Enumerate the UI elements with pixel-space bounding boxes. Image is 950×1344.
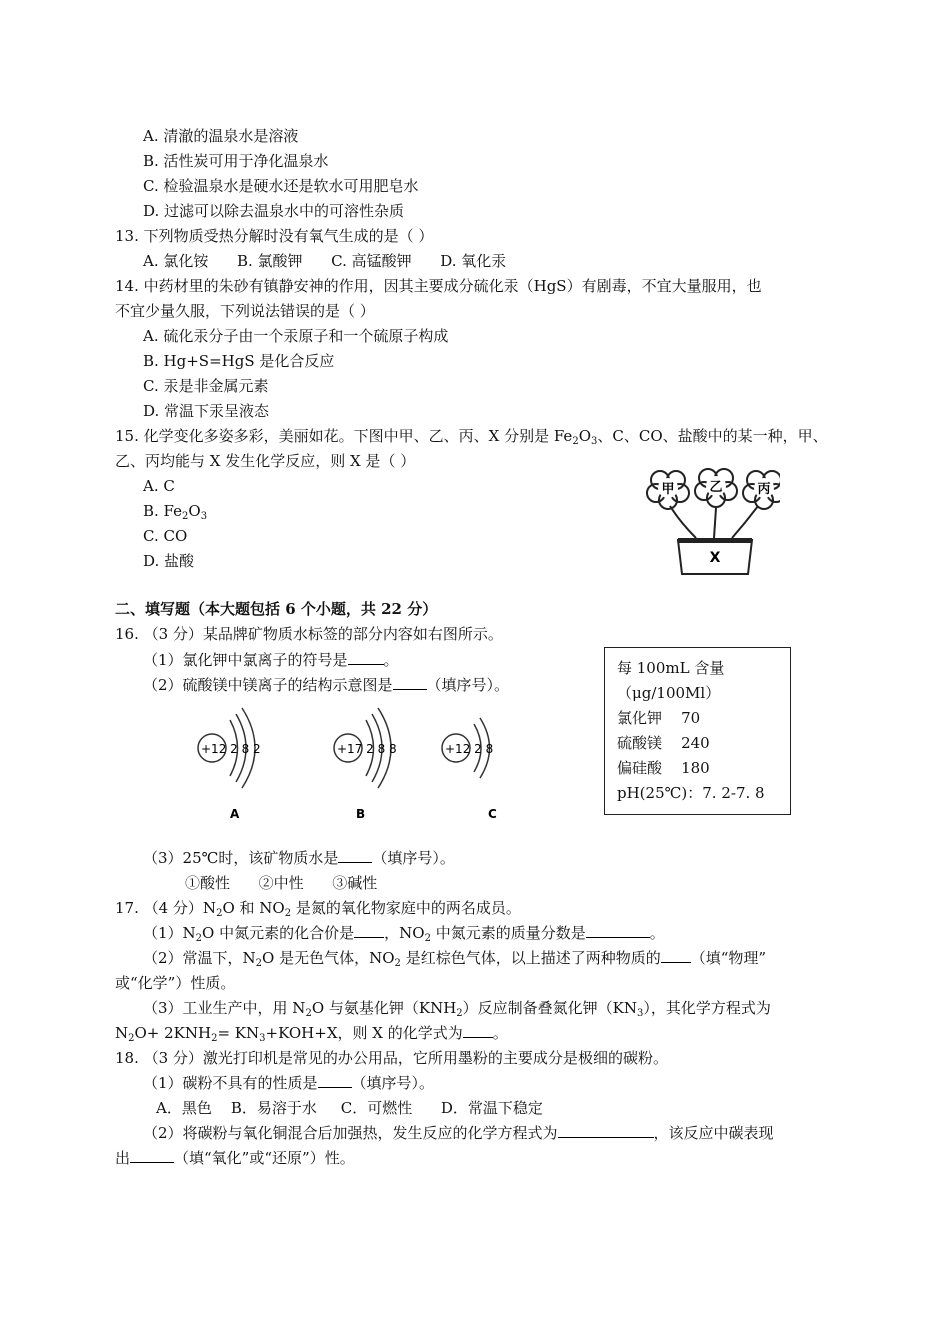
q15-stem-line1: 15. 化学变化多姿多彩，美丽如花。下图中甲、乙、丙、X 分别是 $Fe_2O_3$、C、CO、盐酸中的某一种，甲、 [115, 427, 828, 447]
q17-equation: $N_2O+ 2KNH_2= KN_3+KOH+X$，则 X 的化学式为 。 [115, 1024, 508, 1044]
q14-stem-line1: 14. 中药材里的朱砂有镇静安神的作用，因其主要成分硫化汞（HgS）有剧毒，不宜大量服用，也 [115, 277, 762, 295]
q15-option-a: A. C [143, 477, 175, 495]
q14-option-d: D. 常温下汞呈液态 [143, 402, 270, 420]
q17-part2: （2）常温下，$N_2O$ 是无色气体，$NO_2$ 是红棕色气体，以上描述了两种物质的 （填“物理” [143, 949, 767, 969]
diagram-a-label: A [230, 807, 240, 821]
flower-bing-label: 丙 [757, 482, 771, 497]
q13-options: A. 氯化铵 B. 氯酸钾 C. 高锰酸钾 D. 氧化汞 [143, 252, 507, 270]
q15-option-d: D. 盐酸 [143, 552, 195, 570]
answer-blank[interactable] [661, 948, 691, 963]
q15-stem-line2: 乙、丙均能与 X 发生化学反应，则 X 是（ ） [115, 452, 416, 470]
q13-stem: 13. 下列物质受热分解时没有氧气生成的是（ ） [115, 227, 434, 245]
diagram-b-content: +17 2 8 8 [337, 742, 397, 756]
q14-stem-line2: 不宜少量久服，下列说法错误的是（ ） [115, 302, 375, 320]
q15-option-b: B. $Fe_2O_3$ [143, 502, 208, 522]
q12-option-b: B. 活性炭可用于净化温泉水 [143, 152, 329, 170]
q12-option-c: C. 检验温泉水是硬水还是软水可用肥皂水 [143, 177, 419, 195]
answer-blank[interactable] [558, 1123, 654, 1138]
q17-part3: （3）工业生产中，用 $N_2O$ 与氨基化钾$(KNH_2)$反应制备叠氮化钾$(KN_3)$，其化学方程式为 [143, 999, 771, 1019]
diagram-c-content: +12 2 8 [445, 742, 494, 756]
label-header: 每 100mL 含量 [617, 659, 725, 677]
stem-left [670, 506, 696, 538]
diagram-a-content: +12 2 8 2 [201, 742, 261, 756]
flower-yi-label: 乙 [709, 480, 723, 495]
q17-stem: 17. （4 分）$N_2O$ 和 $NO_2$ 是氮的氧化物家庭中的两名成员。 [115, 899, 521, 919]
label-ph: pH(25℃)：7. 2-7. 8 [617, 784, 765, 802]
flower-jia-label: 甲 [661, 482, 675, 497]
ion-structure-diagrams [190, 700, 540, 830]
pot-label: X [709, 550, 721, 566]
section-2-title: 二、填写题（本大题包括 6 个小题，共 22 分） [115, 600, 438, 618]
answer-blank[interactable] [338, 848, 372, 863]
answer-blank[interactable] [318, 1073, 352, 1088]
label-row: 硫酸镁 240 [617, 734, 710, 752]
q17-part1: $(1)N_2O$ 中氮元素的化合价是 ，$NO_2$ 中氮元素的质量分数是 。 [143, 924, 665, 944]
q14-option-b: B. Hg+S=HgS 是化合反应 [143, 352, 335, 370]
label-row: 偏硅酸 180 [617, 759, 710, 777]
answer-blank[interactable] [348, 650, 384, 665]
q15-option-c: C. CO [143, 527, 188, 545]
q17-part2-line2: 或“化学”）性质。 [115, 974, 236, 992]
q16-part1: （1）氯化钾中氯离子的符号是 。 [143, 651, 399, 669]
answer-blank[interactable] [354, 923, 384, 938]
answer-blank[interactable] [393, 675, 427, 690]
diagram-b-label: B [356, 807, 366, 821]
diagram-c-label: C [488, 807, 497, 821]
q12-option-a: A. 清澈的温泉水是溶液 [143, 127, 299, 145]
q18-part1: （1）碳粉不具有的性质是 （填序号）。 [143, 1074, 435, 1092]
flower-pot-figure [640, 462, 780, 580]
q16-part2: （2）硫酸镁中镁离子的结构示意图是 （填序号）。 [143, 676, 510, 694]
stem-middle [714, 508, 716, 538]
answer-blank[interactable] [586, 923, 650, 938]
label-row: 氯化钾 70 [617, 709, 701, 727]
q18-part2-line2: 出 （填“氧化”或“还原”）性。 [115, 1149, 355, 1167]
q16-part3-options: ①酸性 ②中性 ③碱性 [185, 874, 378, 892]
q16-stem: 16. （3 分）某品牌矿物质水标签的部分内容如右图所示。 [115, 625, 503, 643]
q18-part2: （2）将碳粉与氧化铜混合后加强热，发生反应的化学方程式为 ，该反应中碳表现 [143, 1124, 774, 1142]
q12-option-d: D. 过滤可以除去温泉水中的可溶性杂质 [143, 202, 405, 220]
q14-option-a: A. 硫化汞分子由一个汞原子和一个硫原子构成 [143, 327, 449, 345]
q18-part1-options: A．黑色 B．易溶于水 C．可燃性 D．常温下稳定 [156, 1099, 543, 1117]
mineral-water-label [604, 647, 791, 815]
q14-option-c: C. 汞是非金属元素 [143, 377, 269, 395]
stem-right [732, 506, 758, 538]
answer-blank[interactable] [463, 1023, 493, 1038]
q16-part3: （3）25℃时，该矿物质水是 （填序号）。 [143, 849, 455, 867]
label-unit: （μg/100Ml） [617, 684, 721, 702]
q18-stem: 18. （3 分）激光打印机是常见的办公用品，它所用墨粉的主要成分是极细的碳粉。 [115, 1049, 668, 1067]
answer-blank[interactable] [130, 1148, 174, 1163]
